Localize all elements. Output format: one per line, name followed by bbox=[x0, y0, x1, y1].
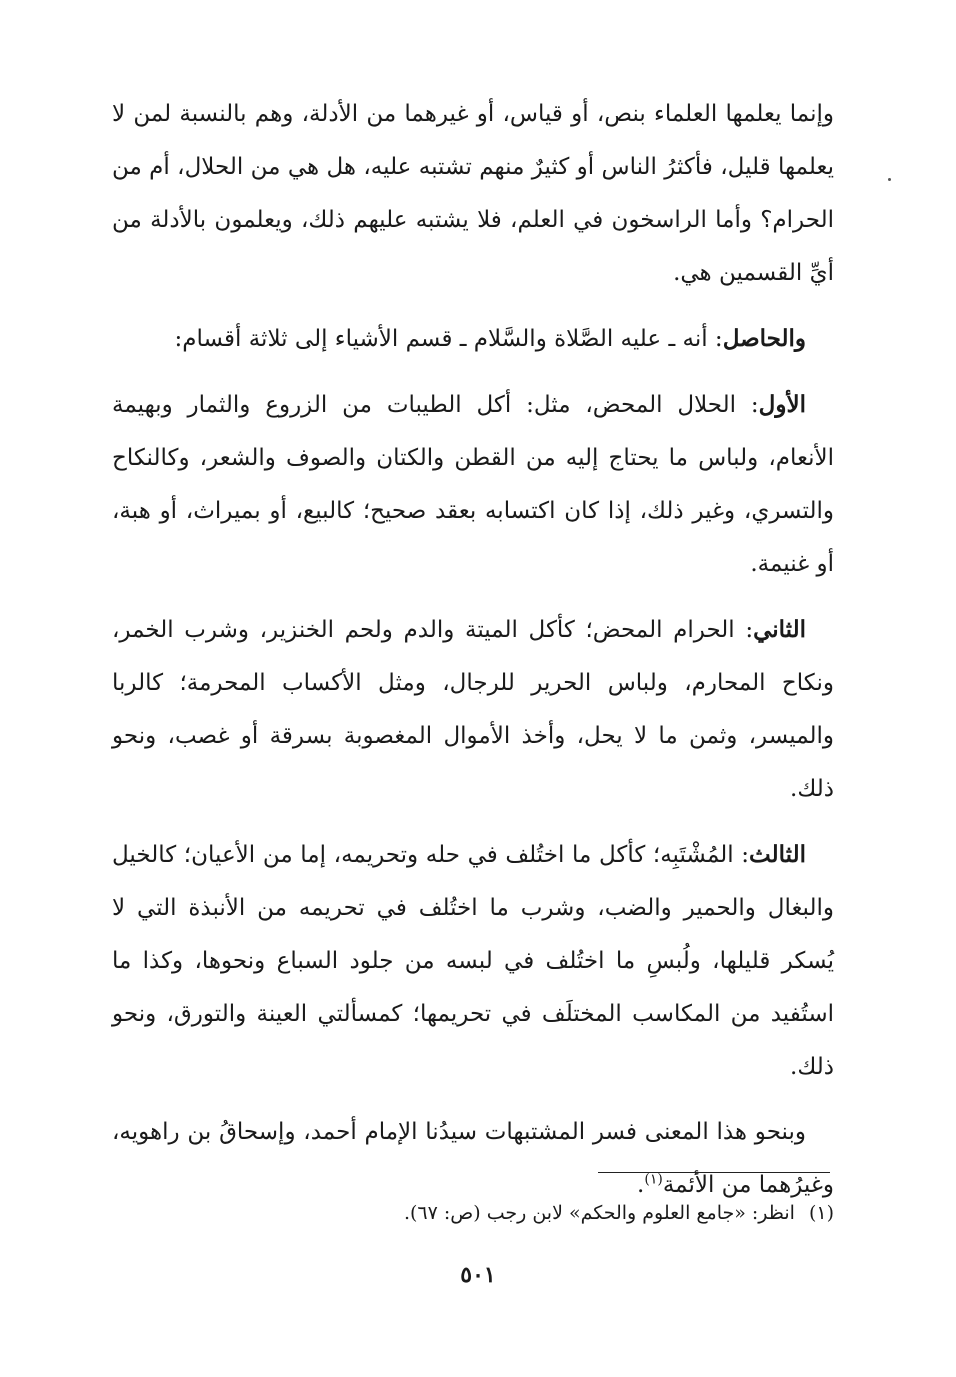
paragraph-intro bbox=[112, 88, 834, 300]
paragraph-text: وبنحو هذا المعنى فسر المشتبهات سيدُنا الإمام أحمد، وإسحاقُ بن راهويه، وغيرُهما من الأئمة bbox=[112, 1119, 834, 1198]
paragraph-lead: والحاصل bbox=[722, 325, 806, 352]
paragraph-text: : أنه ـ عليه الصَّلاة والسَّلام ـ قسم الأشياء إلى ثلاثة أقسام: bbox=[174, 326, 723, 352]
footnote-divider bbox=[598, 1172, 830, 1173]
page-body bbox=[112, 88, 834, 1224]
paragraph-lead: الثاني bbox=[753, 616, 806, 643]
paragraph-second-category bbox=[112, 603, 834, 816]
paragraph-lead: الثالث bbox=[749, 841, 806, 868]
paragraph-text: : الحرام المحض؛ كأكل الميتة والدم ولحم الخنزير، وشرب الخمر، ونكاح المحارم، ولباس الحرير للرجال، ومثل الأكساب المحرمة؛ كالربا والميسر، وثمن ما لا يحل، وأخذ الأموال المغصوبة بسرقة أو غصب، ونحو ذلك. bbox=[112, 617, 834, 802]
page-number: ٥٠١ bbox=[460, 1262, 496, 1288]
paragraph-tail: . bbox=[637, 1172, 645, 1198]
footnote-number: (١) bbox=[808, 1202, 834, 1224]
paragraph-text: وإنما يعلمها العلماء بنص، أو قياس، أو غيرهما من الأدلة، وهم بالنسبة لمن لا يعلمها قليل، فأكثرُ الناس أو كثيرٌ منهم تشتبه عليه، هل هي من الحلال، أم من الحرام؟ وأما الراسخون في العلم، فلا يشتبه عليهم ذلك، ويعلمون بالأدلة من أيِّ القسمين هي. bbox=[112, 101, 834, 286]
paragraph-summary bbox=[112, 312, 834, 366]
paragraph-first-category bbox=[112, 378, 834, 591]
footnote-text: انظر: «جامع العلوم والحكم» لابن رجب (ص: ٦٧). bbox=[403, 1202, 795, 1224]
paragraph-third-category bbox=[112, 828, 834, 1094]
paragraph-closing bbox=[112, 1106, 834, 1212]
paragraph-lead: الأول bbox=[758, 391, 806, 418]
margin-mark bbox=[888, 178, 891, 181]
footnote-reference[interactable]: (١) bbox=[644, 1171, 663, 1188]
paragraph-text: : المُشْتَبِه؛ كأكل ما اختُلف في حله وتحريمه، إما من الأعيان؛ كالخيل والبغال والحمير والضب، وشرب ما اختُلف في تحريمه من الأنبذة التي لا يُسكر قليلها، ولُبسِ ما اختُلف في لبسه من جلود السباع ونحوها، وكذا ما استُفيد من المكاسب المختلَف في تحريمها؛ كمسألتي العينة والتورق، ونحو ذلك. bbox=[112, 842, 834, 1080]
footnote bbox=[134, 1198, 834, 1228]
paragraph-text: : الحلال المحض، مثل: أكل الطيبات من الزروع والثمار وبهيمة الأنعام، ولباس ما يحتاج إليه من القطن والكتان والصوف والشعر، وكالنكاح والتسري، وغير ذلك، إذا كان اكتسابه بعقد صحيح؛ كالبيع، أو بميراث، أو هبة، أو غنيمة. bbox=[112, 392, 834, 577]
